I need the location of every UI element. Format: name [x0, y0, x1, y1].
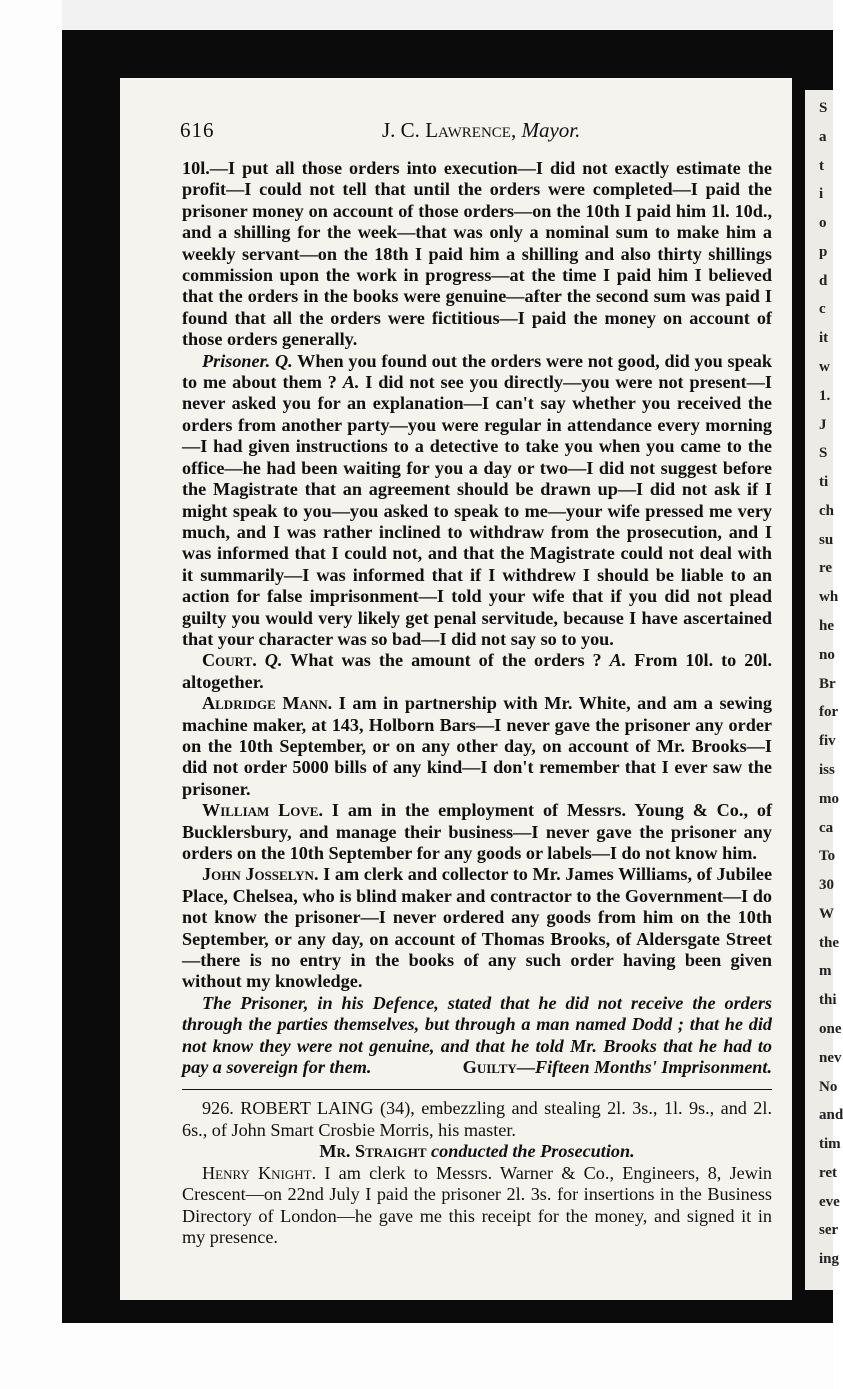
running-head	[382, 118, 580, 143]
adjacent-page-fragment: ret	[819, 1164, 838, 1181]
adjacent-page-fragment: p	[819, 243, 828, 260]
adjacent-page-fragment: ser	[819, 1222, 839, 1239]
adjacent-page-edge	[805, 90, 843, 1290]
verdict-sentence: —Fifteen Months' Imprisonment.	[516, 1057, 772, 1078]
adjacent-page-fragment: iss	[819, 761, 835, 778]
adjacent-page-fragment: t	[819, 157, 824, 174]
running-head-initials: J. C.	[382, 118, 426, 142]
adjacent-page-fragment: S	[819, 100, 828, 116]
verdict	[443, 1057, 772, 1078]
speaker-label: Prisoner.	[202, 350, 271, 371]
adjacent-page-fragment: it	[819, 330, 829, 347]
adjacent-page-fragment: W	[819, 905, 834, 922]
scan-left-margin	[0, 0, 62, 1389]
case-number: 926.	[202, 1098, 234, 1119]
adjacent-page-fragment: he	[819, 618, 834, 635]
answer-marker: A.	[342, 372, 360, 393]
adjacent-page-fragment: re	[819, 560, 833, 577]
paragraph-defence-verdict	[182, 993, 772, 1079]
adjacent-page-fragment: thi	[819, 992, 837, 1009]
adjacent-page-fragment: ch	[819, 502, 834, 519]
paragraph-continuation: 10l.—I put all those orders into execution—I did not exactly estimate the profit—I could not tell that until the orders were completed—I paid the prisoner money on account of those orders—on the 10th I paid him 1l. 10d., and a shilling for the week—that was only a nominal sum to make him a weekly servant—on the 18th I paid him a shilling and also thirty shillings commission upon the work in progress—at the time I paid him I believed that the orders in the books were genuine—after the second sum was paid I found that all the orders were fictitious—I paid the money on account of those orders generally.	[182, 158, 772, 350]
answer-text: From 10l. to 20l. altogether.	[182, 650, 773, 692]
witness-testimony: I am in partnership with Mr. White, and am a sewing machine maker, at 143, Holborn Bars—I never gave the prisoner any order on the 10th September, or on any other day, on account of Mr. Brooks—I did not order 5000 bills of any kind—I don't remember that I ever saw the prisoner.	[182, 693, 772, 799]
prosecutor-name: Mr. Straight	[319, 1141, 427, 1162]
adjacent-page-fragment: one	[819, 1020, 842, 1037]
witness-testimony: I am in the employment of Messrs. Young & Co., of Bucklersbury, and manage their business—I never gave the prisoner any orders on the 10th September for any goods or labels—I do not know him.	[182, 800, 773, 863]
adjacent-page-fragment: mo	[819, 790, 839, 807]
scan-bottom-margin	[0, 1323, 833, 1389]
adjacent-page-fragment: and	[819, 1107, 843, 1124]
witness-name: Henry Knight.	[202, 1162, 317, 1183]
question-text: What was the amount of the orders ?	[290, 650, 602, 671]
question-marker: Q.	[264, 650, 283, 671]
adjacent-page-fragment: No	[819, 1078, 838, 1095]
adjacent-page-fragment: ti	[819, 474, 829, 491]
adjacent-page-fragment: S	[819, 445, 828, 462]
adjacent-page-fragment: i	[819, 186, 824, 203]
answer-text: I did not see you directly—you were not present—I never asked you for an explanation—I can't say whether you received the orders from another party—you were regular in attendance every morning—I had given instructions to a detective to take you when you came to the office—he had been waiting for you a day or two—I did not suggest before the Magistrate that an agreement should be drawn up—I did not ask if I might speak to you—you asked to speak to me—your wife pressed me very much, and I was rather inclined to withdraw from the prosecution, and I was informed that I could not, and that the Magistrate could not deal with it summarily—I was informed that if I withdrew I should be liable to an action for false imprisonment—I told your wife that if you did not plead guilty you would very likely get penal servitude, because I have ascertained that your character was so bad—I did not say so to you.	[182, 372, 772, 649]
question-marker: Q.	[275, 350, 293, 371]
paragraph-prisoner-question	[182, 351, 772, 651]
adjacent-page-fragment: w	[819, 359, 830, 376]
defence-statement: The Prisoner, in his Defence, stated that he did not receive the orders through the parties themselves, but through a man named Dodd ; that he did not know they were not genuine, and that he told Mr. Brooks that he had to pay a sovereign for them.	[182, 992, 772, 1078]
page-body	[182, 158, 772, 1248]
adjacent-page-fragment: ca	[819, 819, 834, 836]
paragraph-witness-love	[182, 800, 772, 864]
witness-testimony: I am clerk to Messrs. Warner & Co., Engineers, 8, Jewin Crescent—on 22nd July I paid the prisoner 2l. 3s. for insertions in the Business Directory of London—he gave me this receipt for the money, and signed it in my presence.	[182, 1162, 773, 1247]
adjacent-page-fragment: m	[819, 963, 832, 980]
adjacent-page-fragment: tim	[819, 1136, 841, 1153]
running-head-separator: ,	[510, 118, 522, 142]
paragraph-witness-mann	[182, 693, 772, 800]
adjacent-page-fragment: no	[819, 646, 835, 663]
adjacent-page-fragment: d	[819, 272, 828, 289]
witness-name: William Love.	[202, 800, 324, 821]
prosecution-note: conducted the Prosecution.	[431, 1141, 635, 1162]
witness-name: John Josselyn.	[202, 864, 319, 885]
answer-marker: A.	[609, 650, 627, 671]
adjacent-page-fragment: nev	[819, 1049, 842, 1066]
prosecution-line	[182, 1141, 772, 1162]
paragraph-court-question	[182, 650, 772, 693]
page-number: 616	[180, 118, 215, 142]
adjacent-page-fragment: 1.	[819, 387, 831, 404]
adjacent-page-fragment: Br	[819, 675, 836, 692]
paragraph-witness-josselyn	[182, 864, 772, 992]
case-description: ROBERT LAING (34), embezzling and stealing 2l. 3s., 1l. 9s., and 2l. 6s., of John Smart Crosbie Morris, his master.	[182, 1098, 773, 1140]
witness-testimony: I am clerk and collector to Mr. James Williams, of Jubilee Place, Chelsea, who is blind maker and contractor to the Government—I do not know the prisoner—I never ordered any goods from him on the 10th September, or any day, on account of Thomas Brooks, of Aldersgate Street—there is no entry in the books of any such order having been given without my knowledge.	[182, 864, 773, 992]
case-divider	[182, 1089, 772, 1090]
running-head-name: Lawrence	[425, 118, 511, 142]
verdict-label: Guilty	[462, 1057, 517, 1078]
adjacent-page-fragment: ing	[819, 1251, 840, 1268]
question-text: When you found out the orders were not good, did you speak to me about them ?	[182, 350, 773, 393]
adjacent-page-fragment: su	[819, 531, 834, 548]
running-head-office: Mayor.	[521, 118, 581, 142]
adjacent-page-fragment: fiv	[819, 733, 836, 750]
adjacent-page-fragment: eve	[819, 1193, 840, 1210]
paragraph-witness-knight	[182, 1163, 772, 1249]
witness-name: Aldridge Mann.	[202, 693, 333, 714]
adjacent-page-fragment: o	[819, 215, 827, 232]
adjacent-page-fragment: J	[819, 416, 827, 433]
adjacent-page-fragment: the	[819, 934, 839, 951]
speaker-label: Court.	[202, 650, 257, 671]
adjacent-page-fragment: wh	[819, 589, 839, 606]
adjacent-page-fragment: a	[819, 128, 827, 145]
adjacent-page-fragment: 30	[819, 877, 834, 894]
adjacent-page-fragment: c	[819, 301, 826, 318]
book-page	[120, 78, 792, 1300]
adjacent-page-fragment: To	[819, 848, 836, 865]
case-heading	[182, 1098, 772, 1141]
scan-top-margin	[0, 0, 833, 30]
adjacent-page-fragment: for	[819, 704, 839, 721]
